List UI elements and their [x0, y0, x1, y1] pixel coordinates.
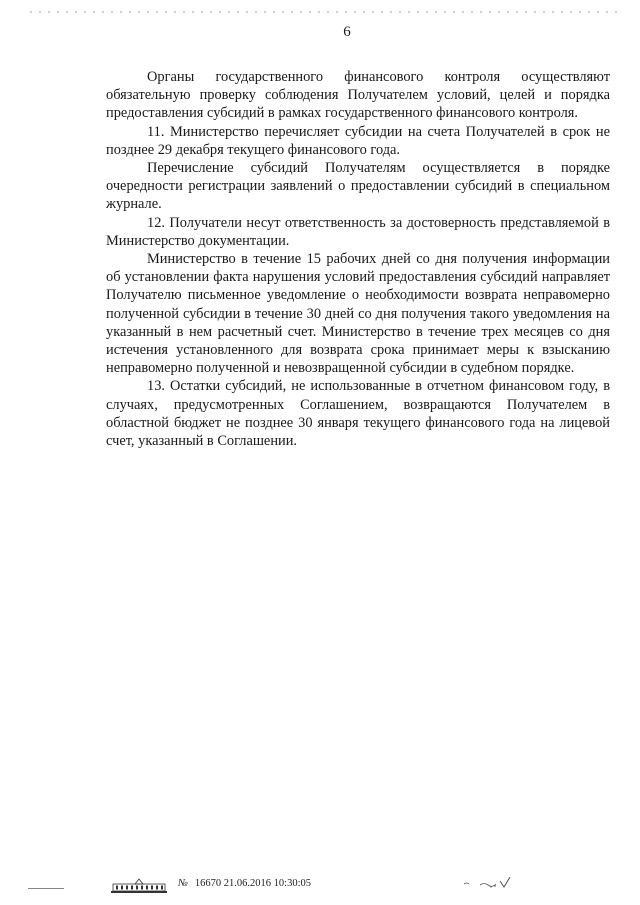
- footer-divider: [28, 888, 64, 889]
- document-body: [106, 68, 610, 450]
- registration-number-datetime: 16670 21.06.2016 10:30:05: [194, 878, 311, 889]
- scan-header-artifact: [30, 11, 620, 13]
- paragraph-11-transfer-deadline: 11. Министерство перечисляет субсидии на счета Получателей в срок не позднее 29 декабря текущего финансового года.: [106, 123, 610, 158]
- government-building-stamp-icon: [110, 878, 168, 894]
- document-footer: [0, 875, 640, 897]
- page-number: 6: [343, 24, 351, 40]
- paragraph-transfer-order: Перечисление субсидий Получателям осуществляется в порядке очередности регистрации заявлений о предоставлении субсидий в специальном журнале.: [106, 160, 610, 213]
- registration-stamp: [178, 878, 311, 889]
- number-sign: №: [178, 878, 188, 889]
- paragraph-13-unused-balances: 13. Остатки субсидий, не использованные в отчетном финансовом году, в случаях, предусмотренных Соглашением, возвращаются Получателем в областной бюджет не позднее 30 января текущего финансового года на лицевой счет, указанный в Соглашении.: [106, 378, 610, 450]
- paragraph-financial-control: Органы государственного финансового контроля осуществляют обязательную проверку соблюдения Получателем условий, целей и порядка предоставления субсидий в рамках государственного финансового контроля.: [106, 69, 610, 122]
- paragraph-12-responsibility: 12. Получатели несут ответственность за достоверность представляемой в Министерство документации.: [106, 214, 610, 249]
- signature-mark: [462, 875, 522, 891]
- paragraph-violation-notice: Министерство в течение 15 рабочих дней со дня получения информации об установлении факта нарушения условий предоставления субсидий направляет Получателю письменное уведомление о необходимости возврата неправомерно полученной субсидии в течение 30 дней со дня получения такого уведомления на указанный в нем расчетный счет. Министерство в течение трех месяцев со дня истечения установленного для возврата срока принимает меры к взысканию неправомерно полученной и невозвращенной субсидии в судебном порядке.: [106, 251, 610, 377]
